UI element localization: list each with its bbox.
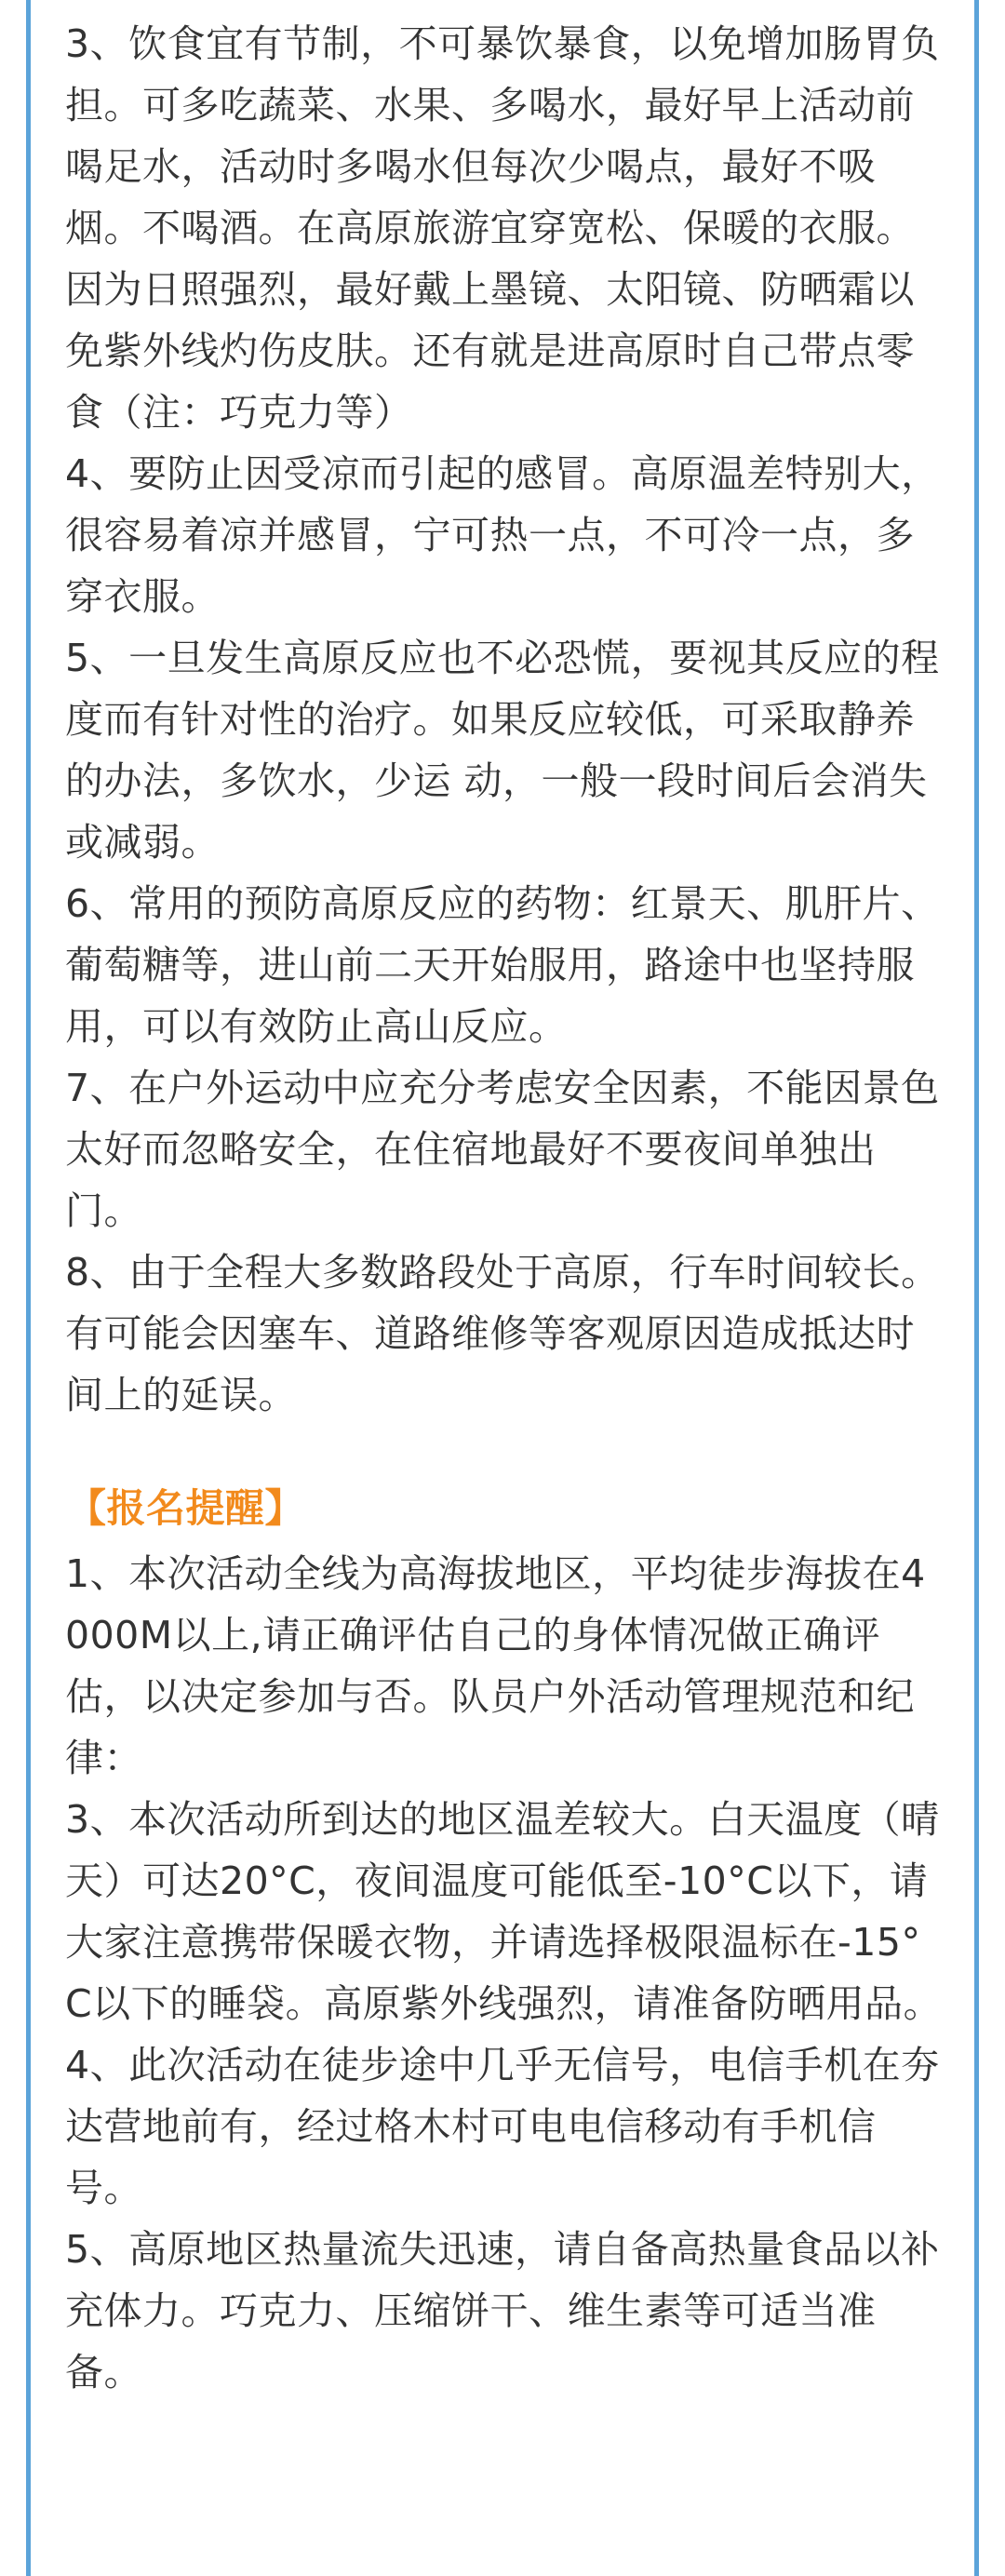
paragraph-altitude-reaction: 5、一旦发生高原反应也不必恐慌，要视其反应的程度而有针对性的治疗。如果反应较低，可采取静养的办法，多饮水，少运 动，一般一段时间后会消失或减弱。 (65, 636, 940, 865)
right-border-line (974, 0, 979, 2576)
paragraph-food: 5、高原地区热量流失迅速，请自备高热量食品以补充体力。巧克力、压缩饼干、维生素等可适当准备。 (65, 2227, 940, 2395)
paragraph-diet: 3、饮食宜有节制，不可暴饮暴食，以免增加肠胃负担。可多吃蔬菜、水果、多喝水，最好早上活动前喝足水，活动时多喝水但每次少喝点，最好不吸烟。不喝酒。在高原旅游宜穿宽松、保暖的衣服。因为日照强烈，最好戴上墨镜、太阳镜、防晒霜以免紫外线灼伤皮肤。还有就是进高原时自己带点零食（注：巧克力等） (65, 21, 940, 435)
left-border-line (26, 0, 31, 2576)
paragraph-altitude-area: 1、本次活动全线为高海拔地区，平均徒步海拔在4000M以上,请正确评估自己的身体情况做正确评估，以决定参加与否。队员户外活动管理规范和纪律： (65, 1551, 926, 1780)
section-title-registration: 【报名提醒】 (67, 1485, 305, 1531)
paragraph-safety: 7、在户外运动中应充分考虑安全因素，不能因景色太好而忽略安全，在住宿地最好不要夜间单独出门。 (65, 1066, 940, 1233)
paragraph-travel-time: 8、由于全程大多数路段处于高原，行车时间较长。有可能会因塞车、道路维修等客观原因造成抵达时间上的延误。 (65, 1250, 940, 1417)
tips-group (65, 13, 945, 1426)
paragraph-cold: 4、要防止因受凉而引起的感冒。高原温差特别大，很容易着凉并感冒，宁可热一点，不可冷一点，多穿衣服。 (65, 451, 940, 619)
article-content (65, 0, 945, 2403)
paragraph-medicine: 6、常用的预防高原反应的药物：红景天、肌肝片、葡萄糖等，进山前二天开始服用，路途中也坚持服用，可以有效防止高山反应。 (65, 881, 940, 1049)
paragraph-temperature: 3、本次活动所到达的地区温差较大。白天温度（晴天）可达20°C，夜间温度可能低至-10°C以下，请大家注意携带保暖衣物，并请选择极限温标在-15°C以下的睡袋。高原紫外线强烈，请准备防晒用品。 (65, 1797, 943, 2026)
registration-group (65, 1543, 945, 2403)
paragraph-signal: 4、此次活动在徒步途中几乎无信号，电信手机在夯达营地前有，经过格木村可电电信移动有手机信号。 (65, 2043, 940, 2210)
